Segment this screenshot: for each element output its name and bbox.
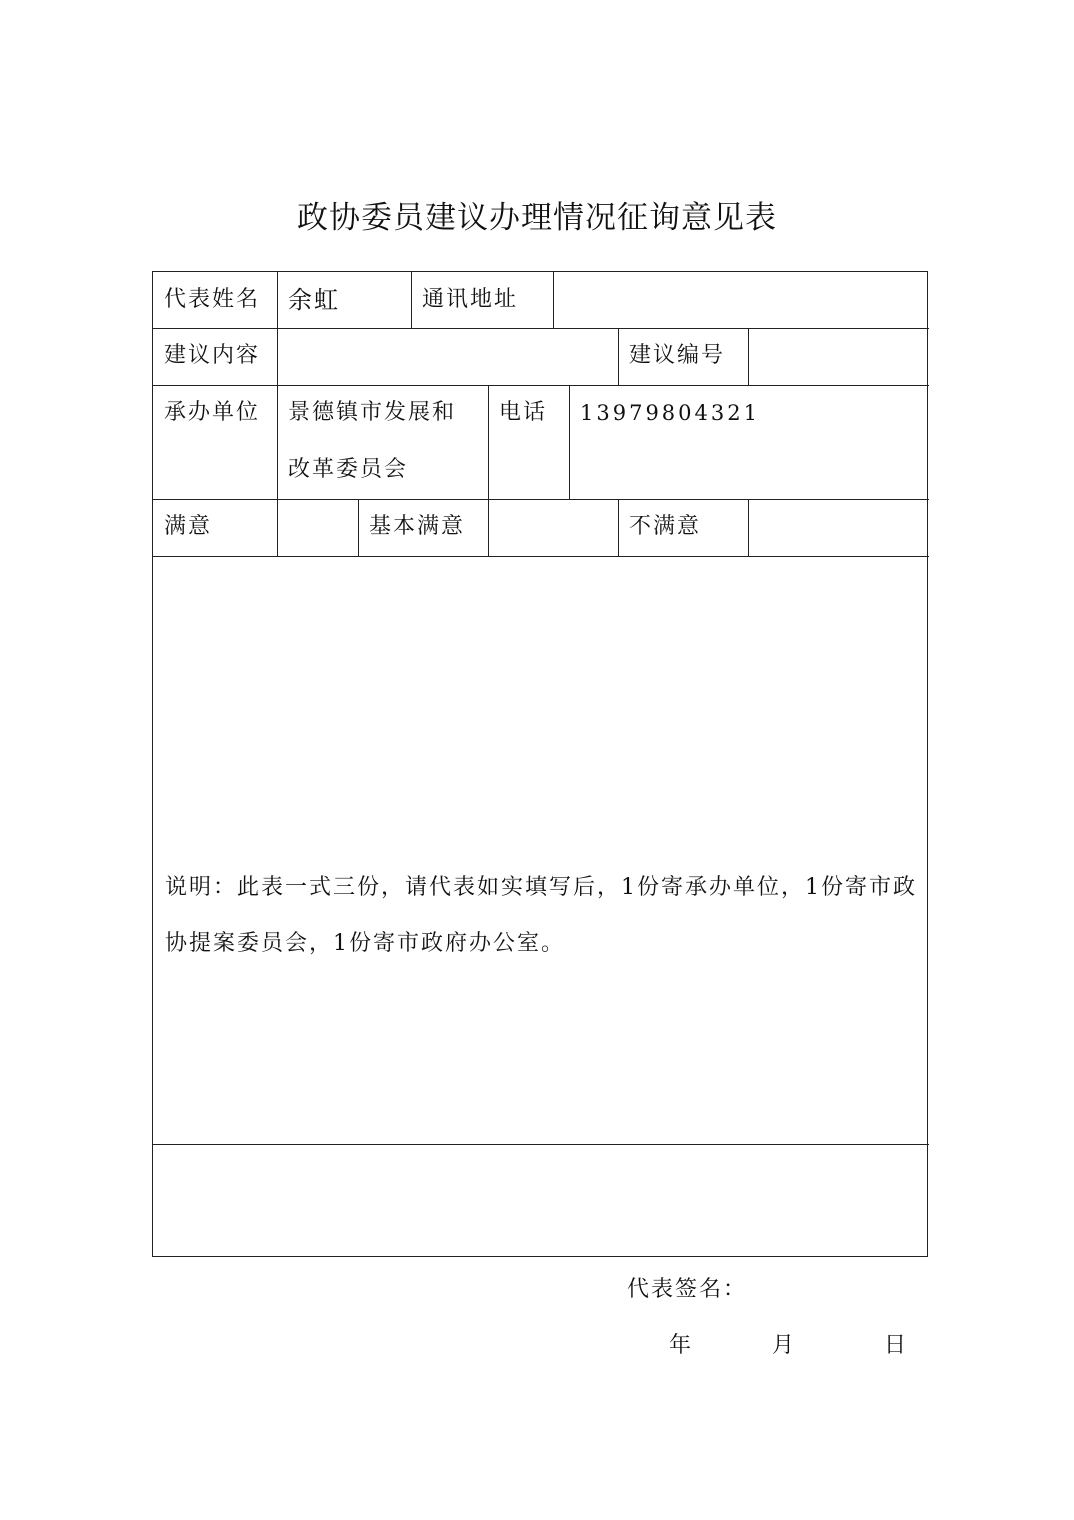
- date-day-label: 日: [884, 1333, 909, 1358]
- representative-signature-label: 代表签名：: [627, 1277, 748, 1302]
- unsatisfied-label: 不满意: [629, 514, 702, 539]
- address-label: 通讯地址: [422, 287, 519, 312]
- phone-value: 13979804321: [580, 401, 760, 425]
- satisfied-label: 满意: [164, 514, 213, 539]
- page-title: 政协委员建议办理情况征询意见表: [297, 200, 777, 236]
- col-divider: [553, 272, 554, 328]
- suggestion-number-value[interactable]: [759, 328, 924, 385]
- survey-form-table: [152, 271, 928, 1257]
- representative-name-label: 代表姓名: [164, 287, 261, 312]
- suggestion-number-label: 建议编号: [629, 343, 726, 368]
- address-value[interactable]: [564, 272, 924, 328]
- col-divider: [618, 328, 619, 385]
- col-divider: [618, 499, 619, 556]
- satisfied-checkbox-cell[interactable]: [278, 500, 357, 556]
- date-month-label: 月: [772, 1333, 797, 1358]
- phone-label: 电话: [499, 400, 548, 425]
- handling-unit-line2: 改革委员会: [288, 457, 409, 482]
- unsatisfied-checkbox-cell[interactable]: [749, 500, 927, 556]
- opinion-area[interactable]: [154, 557, 926, 1143]
- col-divider: [277, 328, 278, 385]
- row-divider: [153, 1144, 929, 1145]
- suggestion-content-value[interactable]: [288, 328, 613, 385]
- basic-satisfied-checkbox-cell[interactable]: [489, 500, 617, 556]
- col-divider: [569, 385, 570, 499]
- suggestion-content-label: 建议内容: [164, 343, 261, 368]
- basic-satisfied-label: 基本满意: [369, 514, 466, 539]
- col-divider: [488, 385, 489, 499]
- col-divider: [411, 272, 412, 328]
- handling-unit-line1: 景德镇市发展和: [288, 400, 457, 425]
- date-year-label: 年: [669, 1333, 694, 1358]
- col-divider: [358, 499, 359, 556]
- instruction-note: 说明：此表一式三份，请代表如实填写后，1份寄承办单位，1份寄市政协提案委员会，1份寄市政府办公室。: [165, 875, 917, 956]
- col-divider: [748, 328, 749, 385]
- col-divider: [277, 272, 278, 328]
- representative-name-value[interactable]: 余虹: [288, 286, 340, 314]
- handling-unit-label: 承办单位: [164, 400, 261, 425]
- col-divider: [277, 385, 278, 499]
